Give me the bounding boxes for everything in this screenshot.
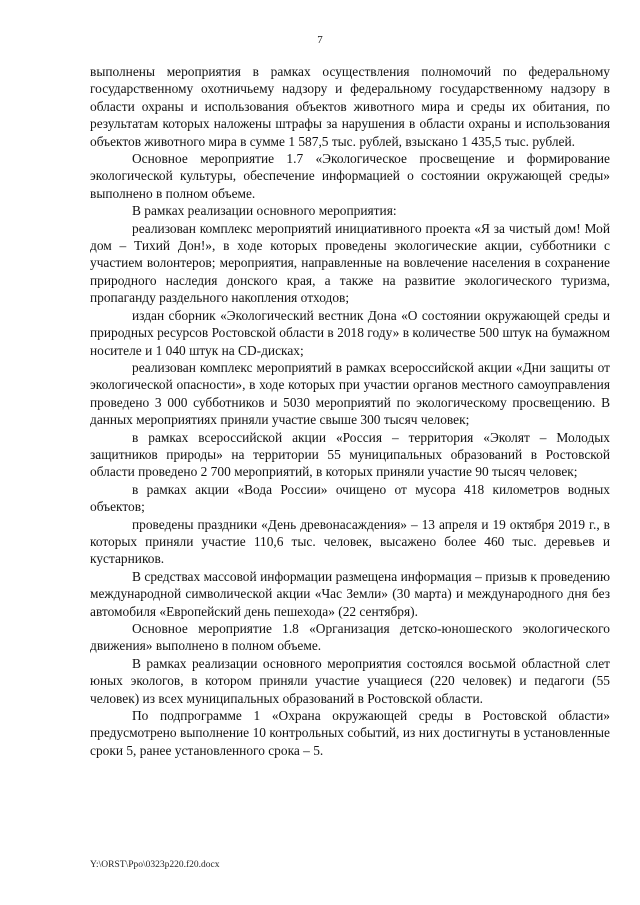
paragraph: В рамках реализации основного мероприятия состоялся восьмой областной слет юных экологов, в котором приняли участие учащиеся (220 человек) и педагоги (55 человек) из всех муниципальных образований в Ростовской области.	[90, 655, 610, 706]
paragraph: По подпрограмме 1 «Охрана окружающей среды в Ростовской области» предусмотрено выполнение 10 контрольных событий, из них достигнуты в установленные сроки 5, ранее установленного срока – 5.	[90, 708, 610, 758]
paragraph: реализован комплекс мероприятий в рамках всероссийской акции «Дни защиты от экологической опасности», в ходе которых при участии органов местного самоуправления проведено 3 000 субботников и 5030 мероприятий по экологическому просвещению. В данных мероприятиях приняли участие свыше 300 тысяч человек;	[90, 359, 610, 428]
paragraph: издан сборник «Экологический вестник Дона «О состоянии окружающей среды и природных ресурсов Ростовской области в 2018 году» в количестве 500 штук на бумажном носителе и 1 040 штук на CD-дисках;	[90, 307, 610, 358]
paragraph: выполнены мероприятия в рамках осуществления полномочий по федеральному государственному охотничьему надзору и федеральному государственному надзору в области охраны и использования объектов животного мира и среды их обитания, по результатам которых наложены штрафы за нарушения в области охраны и использования объектов животного мира в сумме 1 587,5 тыс. рублей, взыскано 1 435,5 тыс. рублей.	[90, 64, 610, 149]
page-number: 7	[317, 34, 323, 46]
paragraph: В рамках реализации основного мероприятия:	[132, 203, 397, 219]
document-body	[90, 63, 610, 759]
paragraph: Основное мероприятие 1.8 «Организация детско-юношеского экологического движения» выполнено в полном объеме.	[90, 621, 610, 654]
paragraph: в рамках акции «Вода России» очищено от мусора 418 километров водных объектов;	[90, 481, 610, 515]
paragraph: проведены праздники «День древонасаждения» – 13 апреля и 19 октября 2019 г., в которых приняли участие 110,6 тыс. человек, высажено более 460 тыс. деревьев и кустарников.	[90, 516, 610, 567]
paragraph: В средствах массовой информации размещена информация – призыв к проведению международной символической акции «Час Земли» (30 марта) и международного дня без автомобиля «Европейский день пешехода» (22 сентября).	[90, 568, 610, 619]
paragraph: Основное мероприятие 1.7 «Экологическое просвещение и формирование экологической культуры, обеспечение информацией о состоянии окружающей среды» выполнено в полном объеме.	[90, 151, 610, 201]
paragraph: в рамках всероссийской акции «Россия – территория «Эколят – Молодых защитников природы» на территории 55 муниципальных образований в Ростовской области проведено 2 700 мероприятий, в которых приняли участие 90 тысяч человек;	[90, 429, 610, 480]
footer-file-path: Y:\ORST\Ppo\0323p220.f20.docx	[90, 860, 220, 870]
paragraph: реализован комплекс мероприятий инициативного проекта «Я за чистый дом! Мой дом – Тихий Дон!», в ходе которых проведены экологические акции, субботники с участием волонтеров; мероприятия, направленные на вовлечение населения в сохранение природного наследия донского края, а также на развитие экологического туризма, пропаганду раздельного накопления отходов;	[90, 220, 610, 306]
